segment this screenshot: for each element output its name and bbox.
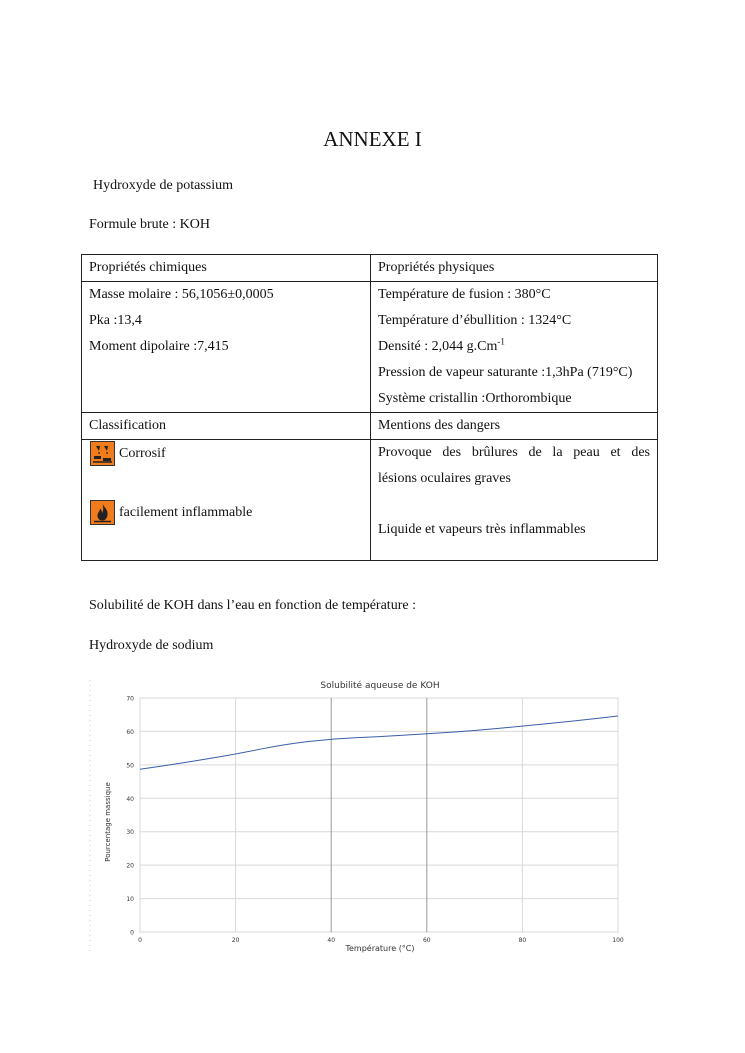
y-tick-label: 10: [126, 896, 134, 904]
phys-prop: Température de fusion : 380°C: [378, 287, 551, 302]
danger-line: Provoque des brûlures de la peau et des: [378, 445, 650, 460]
chem-prop: Pka :13,4: [89, 313, 142, 328]
phys-prop: [378, 334, 650, 360]
sodium-label: Hydroxyde de sodium: [89, 638, 214, 653]
formula: Formule brute : KOH: [89, 217, 210, 232]
plot-area: [140, 698, 618, 932]
header-classification: Classification: [82, 413, 371, 440]
density-exponent: -1: [497, 336, 505, 347]
flame-icon: [90, 500, 115, 525]
series-line: [140, 716, 618, 769]
chem-prop: Masse molaire : 56,1056±0,0005: [89, 287, 274, 302]
solubility-title: Solubilité de KOH dans l’eau en fonction de température :: [89, 598, 416, 613]
phys-prop: Température d’ébullition : 1324°C: [378, 313, 572, 328]
solubility-chart: [85, 675, 630, 955]
properties-table: [81, 254, 658, 561]
y-tick-label: 20: [126, 862, 134, 870]
physical-properties: [371, 282, 658, 413]
chemical-properties: [82, 282, 371, 413]
x-tick-label: 40: [327, 937, 336, 944]
x-tick-label: 0: [138, 937, 142, 944]
chart-title: Solubilité aqueuse de KOH: [320, 681, 440, 691]
y-tick-label: 60: [126, 728, 134, 736]
danger-line: Liquide et vapeurs très inflammables: [378, 522, 586, 537]
dangers-cell: [371, 440, 658, 561]
y-tick-label: 30: [126, 829, 134, 837]
x-tick-label: 80: [518, 937, 527, 944]
chem-prop: Moment dipolaire :7,415: [89, 339, 229, 354]
classification-label: Corrosif: [119, 445, 166, 461]
y-tick-label: 40: [126, 795, 134, 803]
danger-line: lésions oculaires graves: [378, 471, 511, 486]
header-dangers: Mentions des dangers: [371, 413, 658, 440]
x-tick-label: 20: [231, 937, 240, 944]
chart-xlabel: Température (°C): [345, 944, 415, 953]
corrosive-icon: [90, 441, 115, 466]
classification-label: facilement inflammable: [119, 504, 253, 520]
chart-ticks: [126, 696, 624, 945]
chart-grid: [140, 698, 618, 932]
classification-flammable: [90, 500, 363, 525]
density-text: Densité : 2,044 g.Cm: [378, 339, 498, 354]
y-tick-label: 70: [126, 695, 134, 703]
chart-series: [140, 716, 618, 769]
page-title: ANNEXE I: [323, 127, 422, 151]
phys-prop: Système cristallin :Orthorombique: [378, 391, 572, 406]
header-physical: Propriétés physiques: [371, 255, 658, 282]
x-tick-label: 60: [422, 937, 431, 944]
chart-ylabel: Pourcentage massique: [104, 782, 112, 862]
y-tick-label: 0: [130, 929, 134, 937]
y-tick-label: 50: [126, 762, 134, 770]
classification-cell: [82, 440, 371, 561]
compound-name: Hydroxyde de potassium: [93, 178, 233, 193]
header-chemical: Propriétés chimiques: [82, 255, 371, 282]
classification-corrosive: [90, 441, 363, 466]
phys-prop: Pression de vapeur saturante :1,3hPa (719°C): [378, 365, 633, 380]
x-tick-label: 100: [612, 937, 624, 944]
